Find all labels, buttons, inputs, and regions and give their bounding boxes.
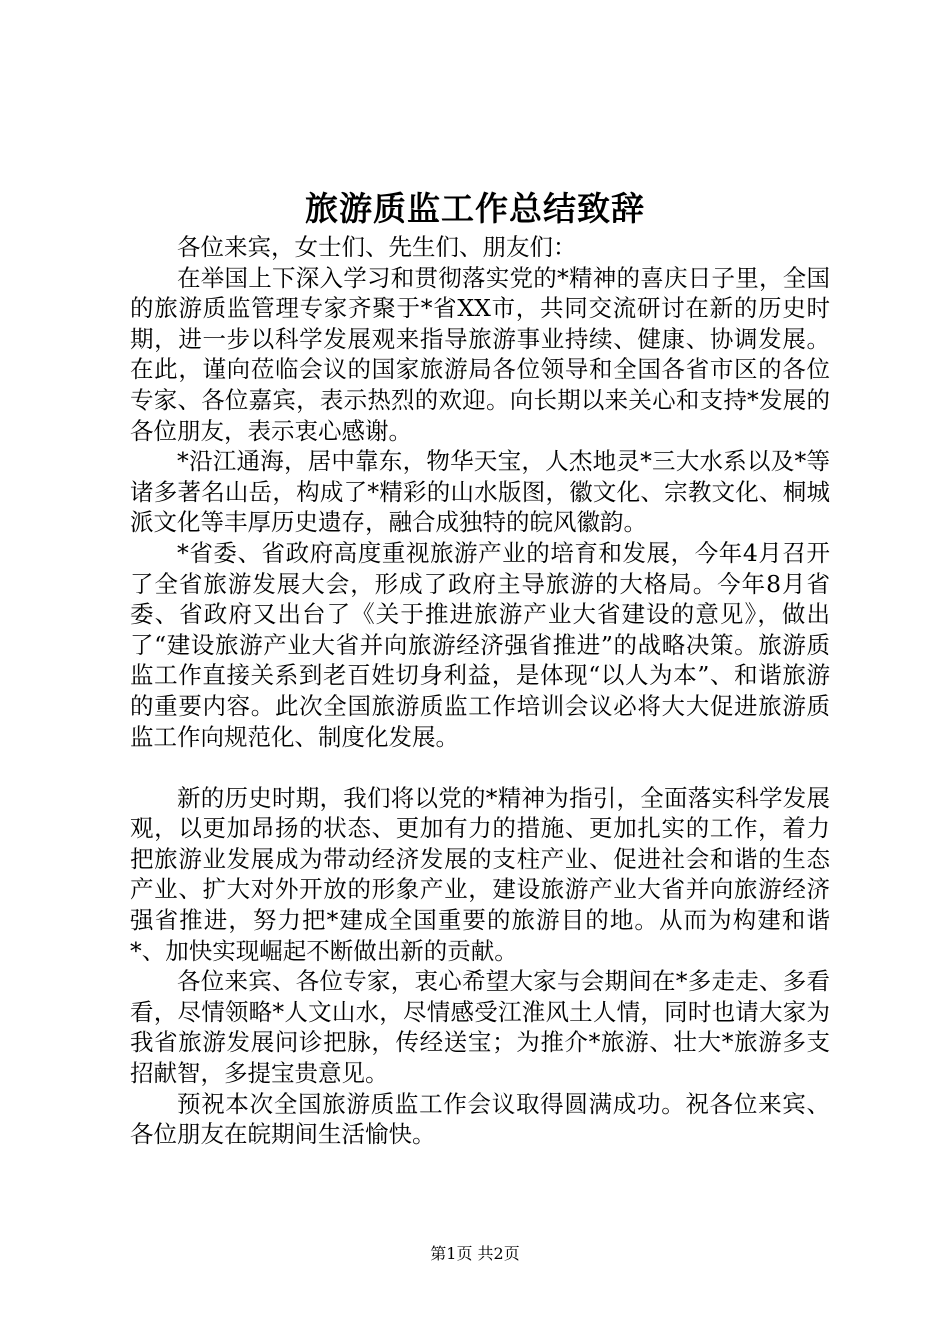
paragraph-invitation: 各位来宾、各位专家，衷心希望大家与会期间在*多走走、多看看，尽情领略*人文山水，尽情感受江淮风土人情，同时也请大家为我省旅游发展问诊把脉，传经送宝；为推介*旅游、壮大*旅游多支招献智，多提宝贵意见。 — [130, 967, 830, 1088]
page-number: 第1页 共2页 — [430, 1244, 520, 1263]
paragraph-geography: *沿江通海，居中靠东，物华天宝，人杰地灵*三大水系以及*等诸多著名山岳，构成了*精彩的山水版图，徽文化、宗教文化、桐城派文化等丰厚历史遗存，融合成独特的皖风徽韵。 — [130, 447, 830, 537]
paragraph-salutation: 各位来宾，女士们、先生们、朋友们： — [177, 233, 577, 261]
paragraph-closing: 预祝本次全国旅游质监工作会议取得圆满成功。祝各位来宾、各位朋友在皖期间生活愉快。 — [130, 1089, 830, 1149]
paragraph-welcome: 在举国上下深入学习和贯彻落实党的*精神的喜庆日子里，全国的旅游质监管理专家齐聚于*省XX市，共同交流研讨在新的历史时期，进一步以科学发展观来指导旅游事业持续、健康、协调发展。在此，谨向莅临会议的国家旅游局各位领导和全国各省市区的各位专家、各位嘉宾，表示热烈的欢迎。向长期以来关心和支持*发展的各位朋友，表示衷心感谢。 — [130, 263, 830, 445]
document-body — [130, 232, 830, 1150]
document-title: 旅游质监工作总结致辞 — [305, 189, 645, 228]
paragraph-outlook: 新的历史时期，我们将以党的*精神为指引，全面落实科学发展观，以更加昂扬的状态、更加有力的措施、更加扎实的工作，着力把旅游业发展成为带动经济发展的支柱产业、促进社会和谐的生态产业、扩大对外开放的形象产业，建设旅游产业大省并向旅游经济强省推进，努力把*建成全国重要的旅游目的地。从而为构建和谐*、加快实现崛起不断做出新的贡献。 — [130, 783, 830, 965]
paragraph-policy: *省委、省政府高度重视旅游产业的培育和发展，今年4月召开了全省旅游发展大会，形成了政府主导旅游的大格局。今年8月省委、省政府又出台了《关于推进旅游产业大省建设的意见》，做出了“建设旅游产业大省并向旅游经济强省推进”的战略决策。旅游质监工作直接关系到老百姓切身利益，是体现“以人为本”、和谐旅游的重要内容。此次全国旅游质监工作培训会议必将大大促进旅游质监工作向规范化、制度化发展。 — [130, 538, 830, 751]
